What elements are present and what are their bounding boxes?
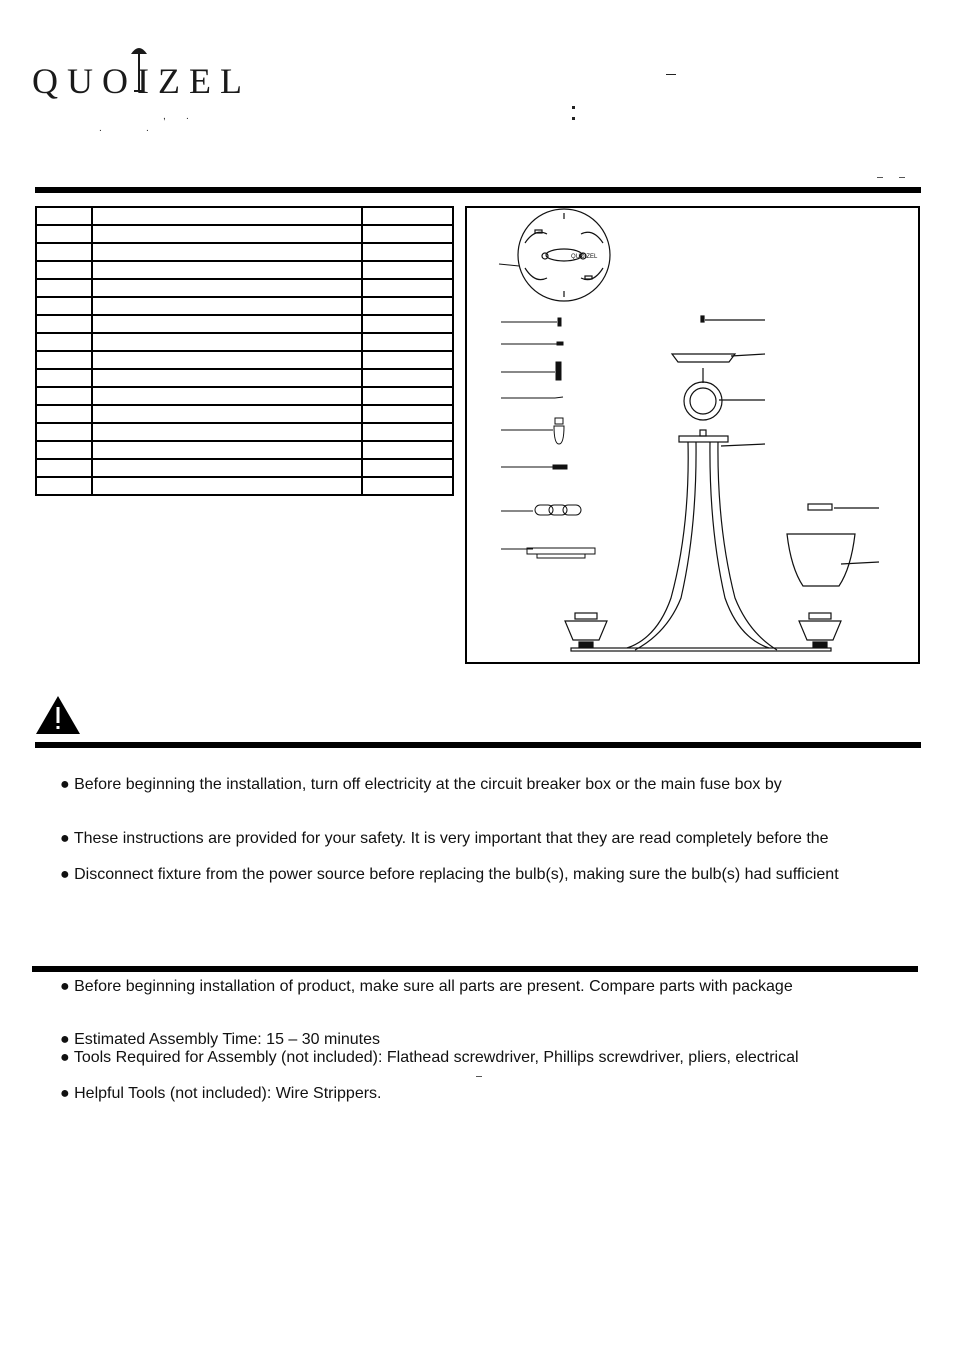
table-cell xyxy=(362,261,453,279)
preparation-bullet: ● Tools Required for Assembly (not included): Flathead screwdriver, Phillips screwdriver, pliers, electrical xyxy=(60,1049,799,1066)
table-cell xyxy=(92,387,362,405)
table-cell xyxy=(36,315,92,333)
table-cell xyxy=(36,279,92,297)
table-cell xyxy=(36,225,92,243)
table-cell xyxy=(362,207,453,225)
table-cell xyxy=(36,369,92,387)
table-cell xyxy=(92,333,362,351)
table-cell xyxy=(92,225,362,243)
table-cell xyxy=(362,387,453,405)
table-cell xyxy=(36,333,92,351)
table-row xyxy=(36,351,453,369)
canopy-plate-label: QUOIZEL xyxy=(571,254,598,260)
table-cell xyxy=(36,261,92,279)
table-cell xyxy=(36,297,92,315)
table-cell xyxy=(36,405,92,423)
mark: . xyxy=(146,123,149,134)
table-cell xyxy=(92,351,362,369)
preparation-rule xyxy=(32,966,918,972)
table-cell xyxy=(362,441,453,459)
table-cell xyxy=(362,459,453,477)
table-cell xyxy=(362,225,453,243)
table-cell xyxy=(362,243,453,261)
table-cell xyxy=(36,243,92,261)
table-row xyxy=(36,405,453,423)
table-cell xyxy=(92,207,362,225)
table-row xyxy=(36,369,453,387)
table-cell xyxy=(36,387,92,405)
table-cell xyxy=(362,405,453,423)
table-row xyxy=(36,261,453,279)
table-cell xyxy=(92,243,362,261)
table-cell xyxy=(92,315,362,333)
safety-bullet: ● These instructions are provided for your safety. It is very important that they are read completely before the xyxy=(60,830,829,847)
mark: . xyxy=(186,111,189,122)
table-cell xyxy=(362,369,453,387)
table-cell xyxy=(362,315,453,333)
table-cell xyxy=(92,369,362,387)
table-cell xyxy=(36,477,92,495)
table-row xyxy=(36,423,453,441)
table-cell xyxy=(92,279,362,297)
mark xyxy=(877,177,883,178)
table-row xyxy=(36,279,453,297)
table-row xyxy=(36,387,453,405)
mark: , xyxy=(163,111,166,122)
table-cell xyxy=(362,423,453,441)
table-row xyxy=(36,315,453,333)
table-row xyxy=(36,207,453,225)
brand-wordmark: QUOIZEL xyxy=(32,61,251,101)
table-cell xyxy=(362,333,453,351)
table-row xyxy=(36,441,453,459)
mark xyxy=(899,177,905,178)
table-row xyxy=(36,459,453,477)
preparation-bullet: ● Before beginning installation of product, make sure all parts are present. Compare parts with package xyxy=(60,978,793,995)
table-cell xyxy=(362,351,453,369)
table-cell xyxy=(362,477,453,495)
table-cell xyxy=(36,423,92,441)
table-cell xyxy=(92,477,362,495)
parts-table xyxy=(35,206,454,496)
safety-rule xyxy=(35,742,921,748)
header-rule xyxy=(35,187,921,193)
preparation-bullet: ● Estimated Assembly Time: 15 – 30 minutes xyxy=(60,1031,381,1048)
table-cell xyxy=(92,405,362,423)
table-cell xyxy=(92,423,362,441)
mark xyxy=(572,117,575,120)
fixture-diagram xyxy=(467,208,918,662)
safety-bullet: ● Before beginning the installation, turn off electricity at the circuit breaker box or the main fuse box by xyxy=(60,776,782,793)
table-cell xyxy=(36,441,92,459)
table-row xyxy=(36,477,453,495)
table-cell xyxy=(92,297,362,315)
safety-bullet: ● Disconnect fixture from the power source before replacing the bulb(s), making sure the bulb(s) had sufficient xyxy=(60,866,839,883)
table-cell xyxy=(36,351,92,369)
table-cell xyxy=(36,459,92,477)
preparation-bullet: ● Helpful Tools (not included): Wire Strippers. xyxy=(60,1085,382,1102)
table-cell xyxy=(92,459,362,477)
table-row xyxy=(36,333,453,351)
mark xyxy=(666,74,676,75)
table-cell xyxy=(362,279,453,297)
parts-diagram xyxy=(465,206,920,664)
table-row xyxy=(36,225,453,243)
mark xyxy=(476,1076,482,1077)
table-cell xyxy=(36,207,92,225)
table-cell xyxy=(92,441,362,459)
table-cell xyxy=(92,261,362,279)
mark: . xyxy=(99,123,102,134)
table-row xyxy=(36,297,453,315)
table-cell xyxy=(362,297,453,315)
mark xyxy=(572,106,575,109)
table-row xyxy=(36,243,453,261)
warning-triangle-icon xyxy=(34,694,82,736)
